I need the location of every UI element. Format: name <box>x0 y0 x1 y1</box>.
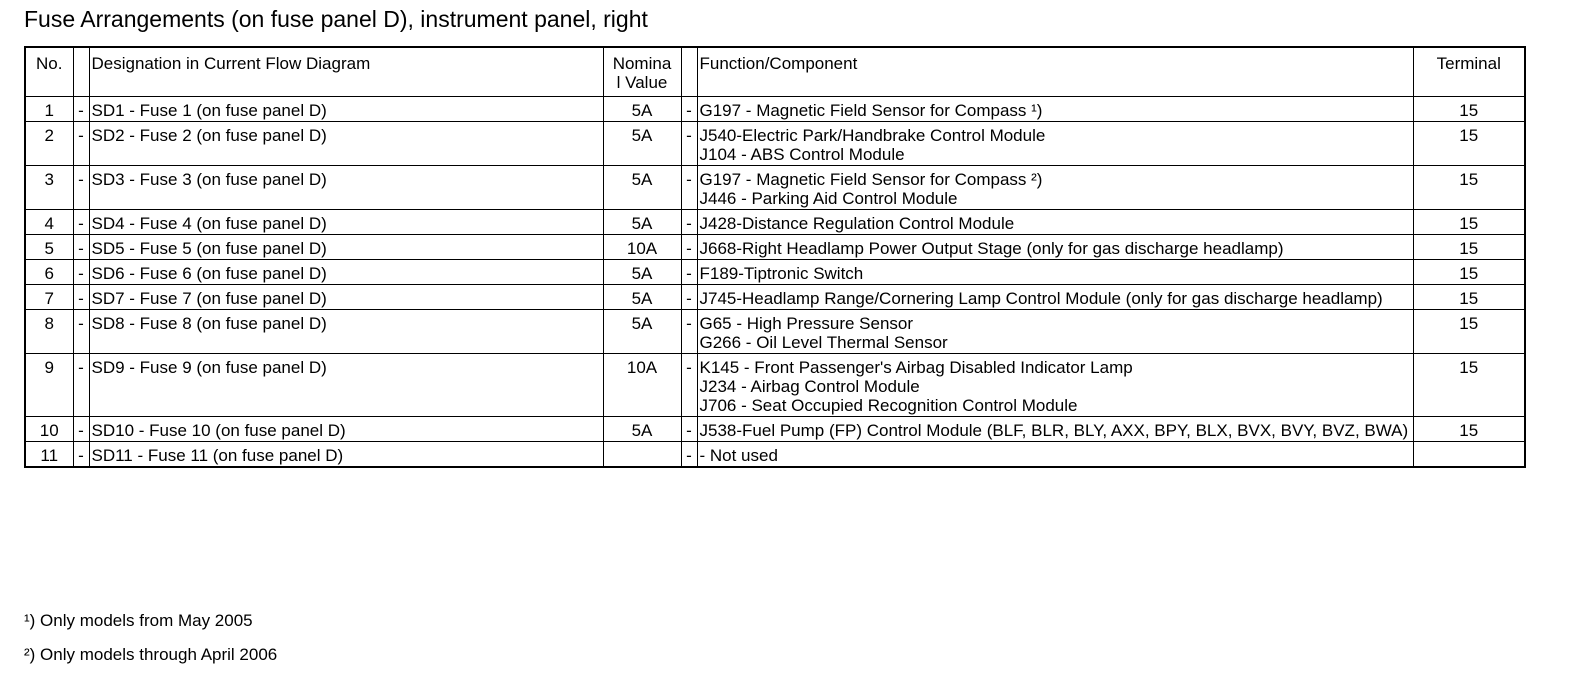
separator-dash: - <box>681 260 697 285</box>
table-row <box>25 285 1525 310</box>
nominal-value: 5A <box>603 285 681 310</box>
function-line: F189-Tiptronic Switch <box>699 264 864 283</box>
separator-dash: - <box>681 354 697 417</box>
nominal-value <box>603 442 681 468</box>
fuse-designation: SD4 - Fuse 4 (on fuse panel D) <box>89 210 603 235</box>
function-line: J234 - Airbag Control Module <box>699 377 920 396</box>
fuse-number: 9 <box>25 354 73 417</box>
fuse-number: 3 <box>25 166 73 210</box>
separator-dash: - <box>73 166 89 210</box>
fuse-designation: SD3 - Fuse 3 (on fuse panel D) <box>89 166 603 210</box>
separator-dash: - <box>681 235 697 260</box>
terminal-value: 15 <box>1413 260 1525 285</box>
terminal-value: 15 <box>1413 417 1525 442</box>
fuse-designation: SD1 - Fuse 1 (on fuse panel D) <box>89 97 603 122</box>
separator-dash: - <box>681 122 697 166</box>
fuse-number: 7 <box>25 285 73 310</box>
table-row <box>25 354 1525 417</box>
function-component <box>697 285 1413 310</box>
function-component <box>697 210 1413 235</box>
nominal-value: 5A <box>603 310 681 354</box>
nominal-value: 5A <box>603 122 681 166</box>
terminal-value: 15 <box>1413 122 1525 166</box>
nominal-value: 10A <box>603 354 681 417</box>
separator-dash: - <box>73 442 89 468</box>
terminal-value: 15 <box>1413 210 1525 235</box>
separator-dash: - <box>73 210 89 235</box>
footnote-2: ²) Only models through April 2006 <box>24 645 278 664</box>
separator-dash: - <box>73 310 89 354</box>
fuse-number: 5 <box>25 235 73 260</box>
separator-dash: - <box>73 285 89 310</box>
header-no: No. <box>25 47 73 97</box>
header-designation: Designation in Current Flow Diagram <box>89 47 603 97</box>
separator-dash: - <box>681 417 697 442</box>
header-spacer-1 <box>73 47 89 97</box>
table-row <box>25 442 1525 468</box>
function-line: J745-Headlamp Range/Cornering Lamp Control Module (only for gas discharge headlamp) <box>699 289 1383 308</box>
fuse-table <box>24 46 1526 468</box>
function-component <box>697 442 1413 468</box>
function-line: G197 - Magnetic Field Sensor for Compass ¹) <box>699 101 1043 120</box>
function-component <box>697 122 1413 166</box>
terminal-value <box>1413 442 1525 468</box>
header-function: Function/Component <box>697 47 1413 97</box>
function-component <box>697 235 1413 260</box>
function-line: J540-Electric Park/Handbrake Control Module <box>699 126 1046 145</box>
header-nominal-value <box>603 47 681 97</box>
fuse-number: 2 <box>25 122 73 166</box>
terminal-value: 15 <box>1413 354 1525 417</box>
function-line: - Not used <box>699 446 778 465</box>
function-line: J428-Distance Regulation Control Module <box>699 214 1015 233</box>
table-row <box>25 235 1525 260</box>
fuse-designation: SD5 - Fuse 5 (on fuse panel D) <box>89 235 603 260</box>
separator-dash: - <box>73 260 89 285</box>
function-line: J104 - ABS Control Module <box>699 145 905 164</box>
separator-dash: - <box>73 417 89 442</box>
function-component <box>697 97 1413 122</box>
function-component <box>697 310 1413 354</box>
table-row <box>25 210 1525 235</box>
function-line: G197 - Magnetic Field Sensor for Compass ²) <box>699 170 1043 189</box>
terminal-value: 15 <box>1413 97 1525 122</box>
separator-dash: - <box>73 97 89 122</box>
table-row <box>25 97 1525 122</box>
function-line: J706 - Seat Occupied Recognition Control Module <box>699 396 1078 415</box>
terminal-value: 15 <box>1413 285 1525 310</box>
nominal-value: 5A <box>603 166 681 210</box>
separator-dash: - <box>681 210 697 235</box>
function-line: J446 - Parking Aid Control Module <box>699 189 958 208</box>
table-row <box>25 310 1525 354</box>
separator-dash: - <box>681 97 697 122</box>
function-line: J538-Fuel Pump (FP) Control Module (BLF, BLR, BLY, AXX, BPY, BLX, BVX, BVY, BVZ, BWA) <box>699 421 1409 440</box>
separator-dash: - <box>681 285 697 310</box>
nominal-value: 5A <box>603 417 681 442</box>
page-title: Fuse Arrangements (on fuse panel D), instrument panel, right <box>24 6 648 32</box>
function-line: G266 - Oil Level Thermal Sensor <box>699 333 948 352</box>
separator-dash: - <box>681 166 697 210</box>
separator-dash: - <box>73 122 89 166</box>
nominal-value: 10A <box>603 235 681 260</box>
function-component <box>697 260 1413 285</box>
fuse-designation: SD9 - Fuse 9 (on fuse panel D) <box>89 354 603 417</box>
separator-dash: - <box>73 235 89 260</box>
fuse-number: 4 <box>25 210 73 235</box>
fuse-designation: SD11 - Fuse 11 (on fuse panel D) <box>89 442 603 468</box>
fuse-number: 11 <box>25 442 73 468</box>
function-component <box>697 417 1413 442</box>
fuse-number: 10 <box>25 417 73 442</box>
table-row <box>25 166 1525 210</box>
nominal-value: 5A <box>603 260 681 285</box>
fuse-designation: SD10 - Fuse 10 (on fuse panel D) <box>89 417 603 442</box>
function-line: G65 - High Pressure Sensor <box>699 314 914 333</box>
function-line: K145 - Front Passenger's Airbag Disabled Indicator Lamp <box>699 358 1133 377</box>
fuse-number: 8 <box>25 310 73 354</box>
terminal-value: 15 <box>1413 310 1525 354</box>
table-row <box>25 417 1525 442</box>
header-terminal: Terminal <box>1413 47 1525 97</box>
separator-dash: - <box>73 354 89 417</box>
fuse-number: 6 <box>25 260 73 285</box>
fuse-number: 1 <box>25 97 73 122</box>
header-spacer-2 <box>681 47 697 97</box>
separator-dash: - <box>681 310 697 354</box>
fuse-designation: SD2 - Fuse 2 (on fuse panel D) <box>89 122 603 166</box>
function-line: J668-Right Headlamp Power Output Stage (only for gas discharge headlamp) <box>699 239 1284 258</box>
fuse-designation: SD6 - Fuse 6 (on fuse panel D) <box>89 260 603 285</box>
function-component <box>697 166 1413 210</box>
nominal-value: 5A <box>603 210 681 235</box>
nominal-value: 5A <box>603 97 681 122</box>
fuse-designation: SD8 - Fuse 8 (on fuse panel D) <box>89 310 603 354</box>
footnote-1: ¹) Only models from May 2005 <box>24 611 253 630</box>
function-component <box>697 354 1413 417</box>
header-nominal-line1: Nomina <box>612 54 672 73</box>
table-header-row <box>25 47 1525 97</box>
table-row <box>25 122 1525 166</box>
table-row <box>25 260 1525 285</box>
fuse-designation: SD7 - Fuse 7 (on fuse panel D) <box>89 285 603 310</box>
separator-dash: - <box>681 442 697 468</box>
terminal-value: 15 <box>1413 235 1525 260</box>
terminal-value: 15 <box>1413 166 1525 210</box>
fuse-table-body <box>25 97 1525 468</box>
header-nominal-line2: l Value <box>616 73 668 92</box>
